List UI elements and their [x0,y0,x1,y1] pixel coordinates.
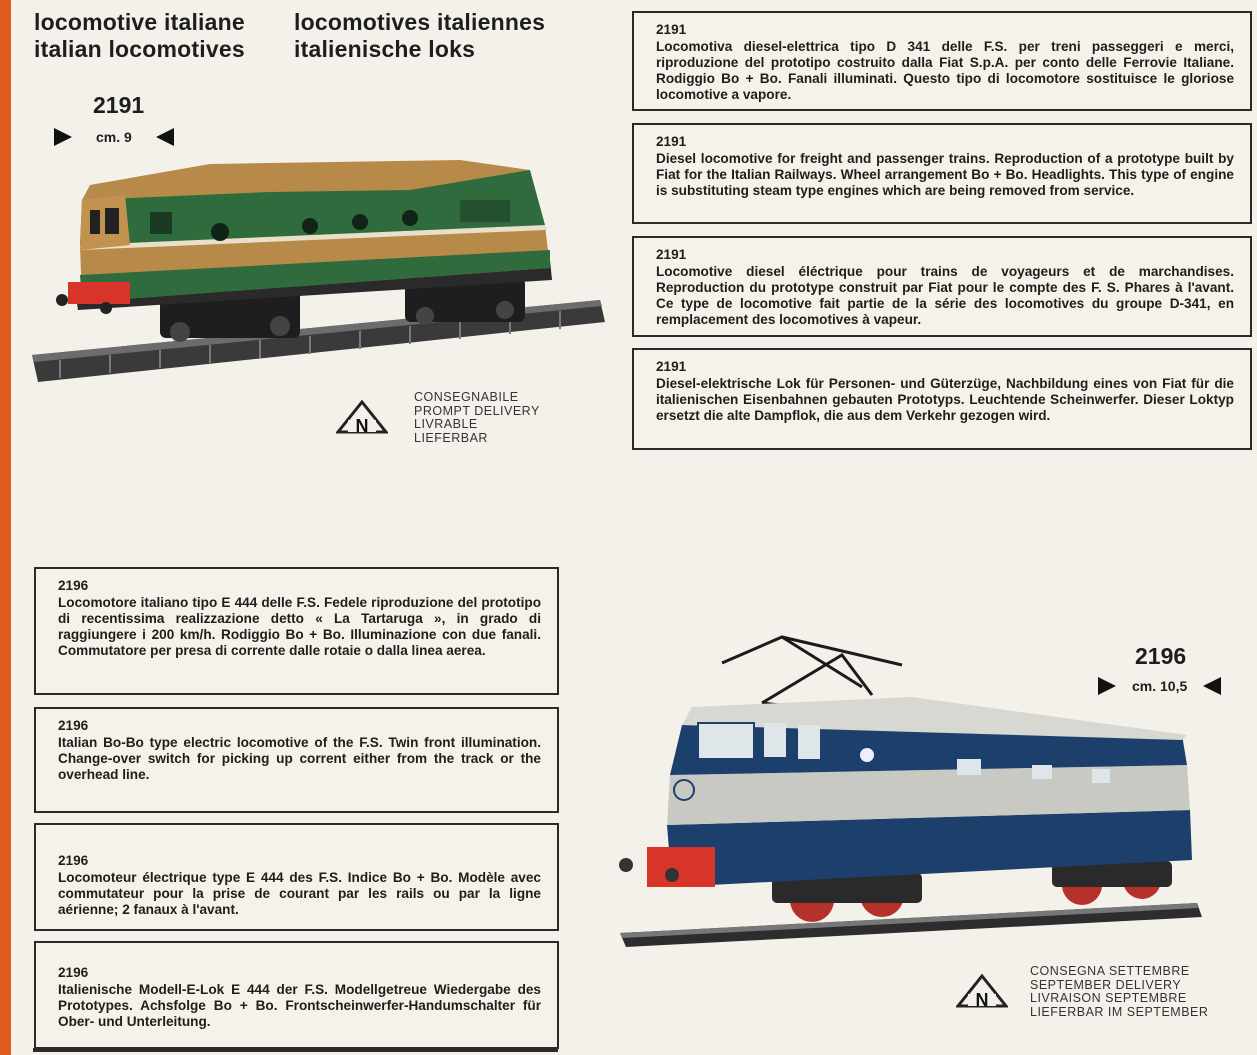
diesel-locomotive-image [30,150,608,390]
description-code: 2196 [58,853,89,868]
description-text: Locomotore italiano tipo E 444 delle F.S. Fedele riproduzione del prototipo di recentissima realizzazione detto « La Tartaruga », in grado di raggiungere i 200 km/h. Rodiggio Bo + Bo. Illuminazione con due fanali. Commutatore per presa di corrente dalle rotaie o dalla linea aerea. [58,595,541,658]
delivery-status-2191 [336,391,540,445]
description-code: 2196 [58,965,89,980]
description-code: 2191 [656,22,687,37]
logo-letter: N [355,416,369,436]
scale-length-2191 [54,128,174,146]
arrow-left-icon [156,128,174,146]
product-code-2191: 2191 [93,92,145,118]
description-text: Italian Bo-Bo type electric locomotive of the F.S. Twin front illumination. Change-over switch for picking up corrent either from the track or the overhead line. [58,735,541,782]
delivery-line: PROMPT DELIVERY [414,403,540,418]
delivery-line: CONSEGNABILE [414,390,519,404]
description-code: 2191 [656,359,687,374]
heading-french: locomotives italiennes [294,9,546,35]
electric-locomotive-image [612,625,1212,960]
delivery-line: CONSEGNA SETTEMBRE [1030,964,1190,978]
description-code: 2191 [656,134,687,149]
heading-french-german [294,9,545,63]
delivery-line: SEPTEMBER DELIVERY [1030,977,1182,992]
delivery-line: LIVRABLE [414,417,478,431]
logo-letter: N [975,990,989,1010]
delivery-line: LIEFERBAR [414,430,488,445]
description-text: Locomotiva diesel-elettrica tipo D 341 delle F.S. per treni passeggeri e merci, riproduzione del prototipo costruito dalla Fiat S.p.A. per conto delle Ferrovie Italiane. Rodiggio Bo + Bo. Fanali illuminati. Questo tipo di locomotore sostituisce le gloriose locomotive a vapore. [656,39,1234,102]
description-text: Italienische Modell-E-Lok E 444 der F.S. Modellgetreue Wiedergabe des Prototypes. Achsfolge Bo + Bo. Frontscheinwerfer-Handumschalter für Ober- und Unterleitung. [58,982,541,1029]
description-code: 2191 [656,247,687,262]
description-text: Locomotive diesel éléctrique pour trains de voyageurs et de marchandises. Reproduction du prototype construit par Fiat pour le compte des F. S. Phares à l'avant. Ce type de locomotive fait partie de la série des locomotives du groupe D-341, en remplacement des locomotives à vapeur. [656,264,1234,327]
n-scale-logo-icon [336,398,388,438]
heading-italian-english [34,9,245,63]
description-2191-german [632,348,1252,450]
description-code: 2196 [58,578,89,593]
heading-german: italienische loks [294,36,476,62]
description-2191-english [632,123,1252,224]
page-edge-stripe [0,0,11,1055]
description-text: Diesel locomotive for freight and passenger trains. Reproduction of a prototype built by Fiat for the Italian Railways. Wheel arrangement Bo + Bo. Headlights. This type of engine is substituting steam type engines which are being removed from service. [656,151,1234,198]
delivery-line: LIEFERBAR IM SEPTEMBER [1030,1004,1209,1019]
delivery-lines-2196 [1030,965,1208,1019]
size-label: cm. 10,5 [1132,678,1188,694]
description-2196-german [34,941,559,1049]
heading-italian: locomotive italiane [34,9,245,35]
description-2196-english [34,707,559,813]
delivery-lines-2191 [414,391,540,445]
description-2196-french [34,823,559,931]
product-code-2196: 2196 [1135,643,1187,669]
description-2191-italian [632,11,1252,111]
description-code: 2196 [58,718,89,733]
delivery-status-2196 [956,965,1208,1019]
description-2196-italian [34,567,559,695]
description-text: Locomoteur électrique type E 444 des F.S. Indice Bo + Bo. Modèle avec commutateur pour la prise de courant par les rails ou par la ligne aérienne; 2 fanaux à l'avant. [58,870,541,917]
size-label: cm. 9 [96,129,132,145]
description-2191-french [632,236,1252,337]
arrow-right-icon [54,128,72,146]
bottom-rule [33,1048,558,1052]
delivery-line: LIVRAISON SEPTEMBRE [1030,991,1187,1005]
n-scale-logo-icon [956,972,1008,1012]
description-text: Diesel-elektrische Lok für Personen- und Güterzüge, Nachbildung eines von Fiat für die italienischen Eisenbahnen gebauten Prototyps. Leuchtende Scheinwerfer. Dieser Loktyp ersetzt die alte Dampflok, die aus dem Verkehr gezogen wird. [656,376,1234,423]
heading-english: italian locomotives [34,36,245,62]
